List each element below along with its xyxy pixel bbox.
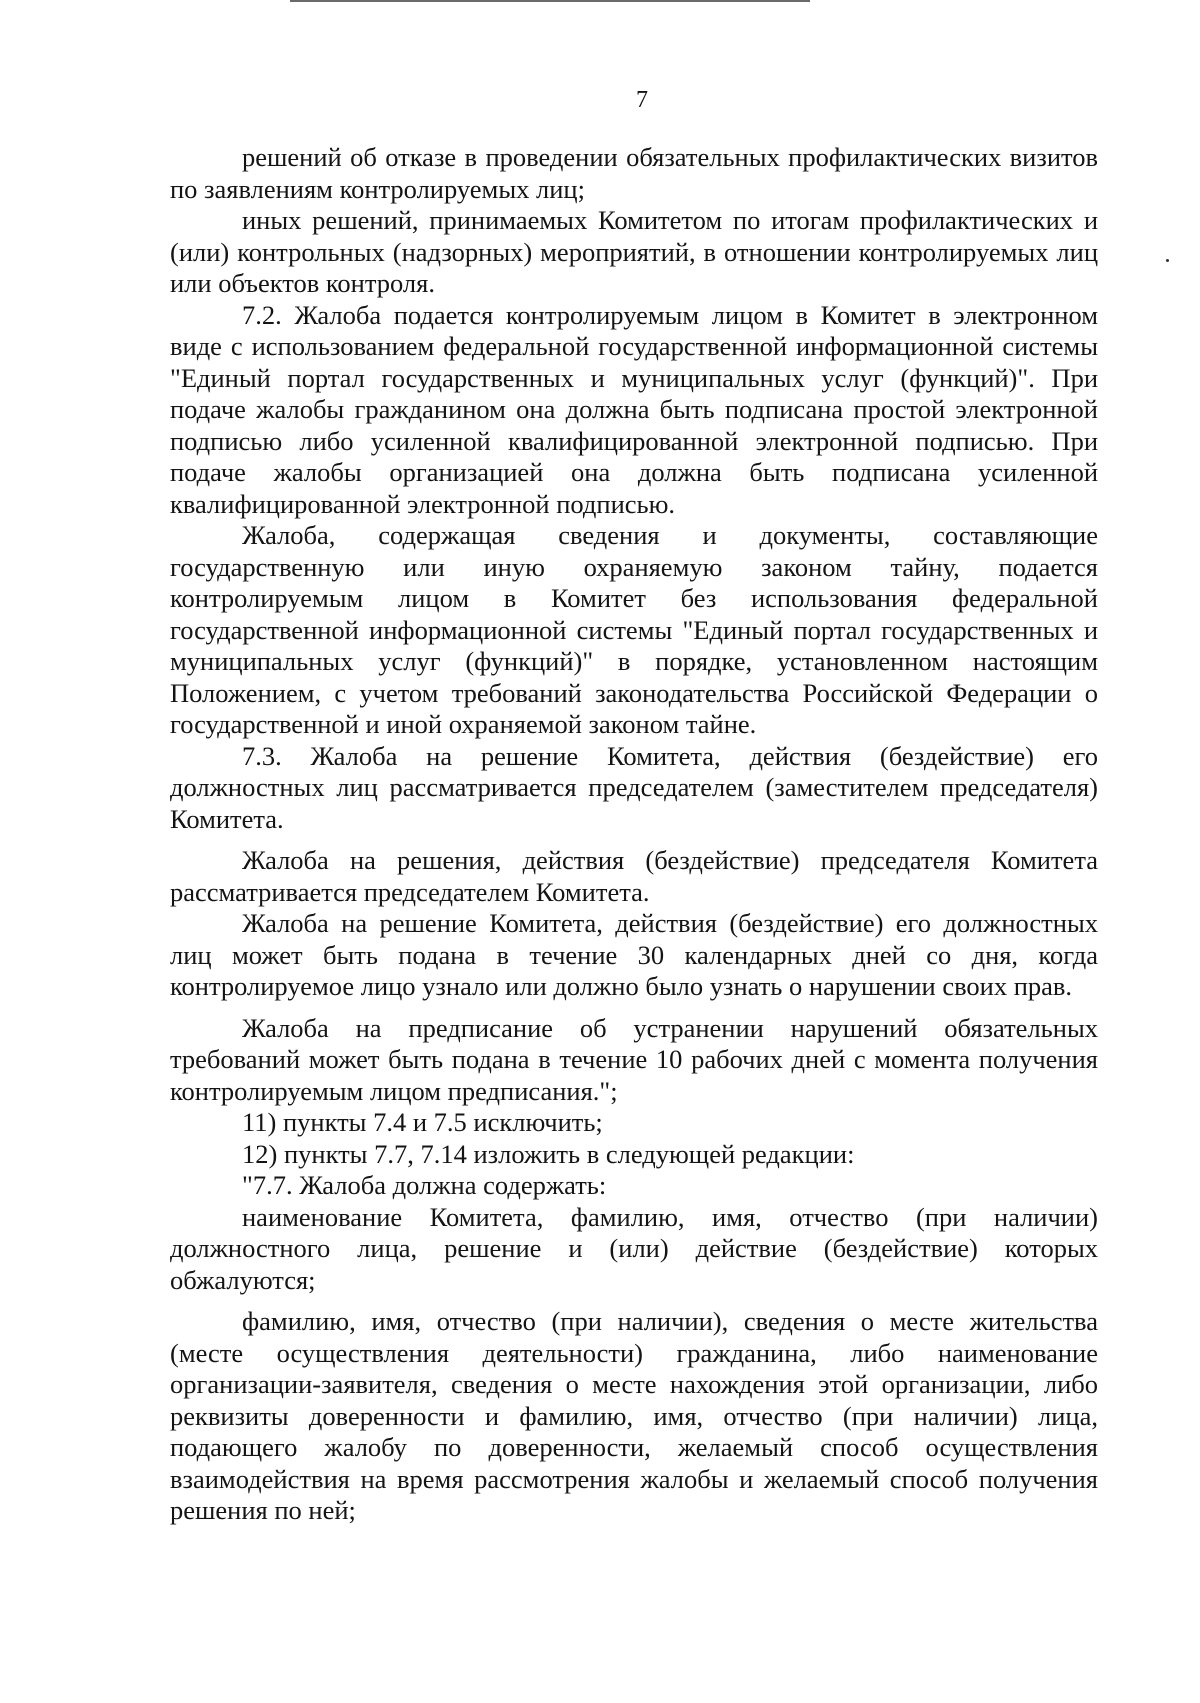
paragraph: 7.3. Жалоба на решение Комитета, действия (бездействие) его должностных лиц рассматривается председателем (заместителем председателя) Комитета. [170, 740, 1098, 834]
paragraph: Жалоба на решения, действия (бездействие) председателя Комитета рассматривается председателем Комитета. [170, 845, 1098, 907]
paragraph: Жалоба на решение Комитета, действия (бездействие) его должностных лиц может быть подана в течение 30 календарных дней со дня, когда контролируемое лицо узнало или должно было узнать о нарушении своих прав. [170, 908, 1098, 1001]
paragraph: Жалоба на предписание об устранении нарушений обязательных требований может быть подана в течение 10 рабочих дней с момента получения контролируемым лицом предписания."; [170, 1012, 1098, 1106]
page-number: 7 [636, 87, 648, 113]
paragraph: Жалоба, содержащая сведения и документы, составляющие государственную или иную охраняемую законом тайну, подается контролируемым лицом в Комитет без использования федеральной государственной информационной системы "Единый портал государственных и муниципальных услуг (функций)" в порядке, установленном настоящим Положением, с учетом требований законодательства Российской Федерации о государственной и иной охраняемой законом тайне. [170, 520, 1098, 739]
scan-edge-line [290, 0, 810, 2]
document-body [170, 142, 1098, 1527]
paragraph: "7.7. Жалоба должна содержать: [242, 1170, 607, 1200]
paragraph: фамилию, имя, отчество (при наличии), сведения о месте жительства (месте осуществления деятельности) гражданина, либо наименование организации-заявителя, сведения о месте нахождения этой организации, либо реквизиты доверенности и фамилию, имя, отчество (при наличии) лица, подающего жалобу по доверенности, желаемый способ осуществления взаимодействия на время рассмотрения жалобы и желаемый способ получения решения по ней; [170, 1306, 1098, 1525]
paragraph: 11) пункты 7.4 и 7.5 исключить; [242, 1107, 603, 1137]
paragraph: 7.2. Жалоба подается контролируемым лицом в Комитет в электронном виде с использованием федеральной государственной информационной системы "Единый портал государственных и муниципальных услуг (функций)". При подаче жалобы гражданином она должна быть подписана простой электронной подписью либо усиленной квалифицированной электронной подписью. При подаче жалобы организацией она должна быть подписана усиленной квалифицированной электронной подписью. [170, 299, 1098, 519]
scan-speck [1166, 259, 1169, 262]
paragraph: иных решений, принимаемых Комитетом по итогам профилактических и (или) контрольных (надзорных) мероприятий, в отношении контролируемых лиц или объектов контроля. [170, 205, 1098, 298]
paragraph: решений об отказе в проведении обязательных профилактических визитов по заявлениям контролируемых лиц; [170, 142, 1098, 204]
paragraph: 12) пункты 7.7, 7.14 изложить в следующей редакции: [242, 1138, 855, 1169]
paragraph: наименование Комитета, фамилию, имя, отчество (при наличии) должностного лица, решение и (или) действие (бездействие) которых обжалуются; [170, 1201, 1098, 1295]
